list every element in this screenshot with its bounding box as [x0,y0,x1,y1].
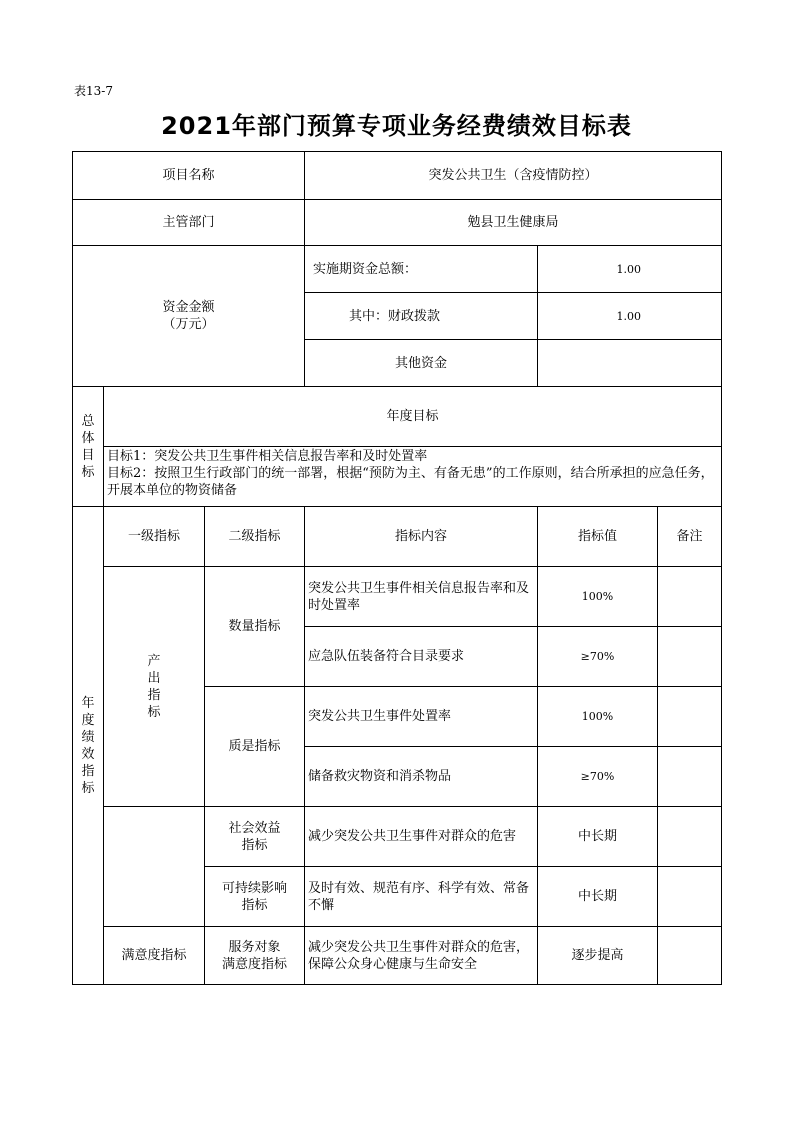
label-line: 指标 [241,897,268,913]
side-char: 指 [147,687,161,703]
side-char: 体 [81,430,95,446]
indicator-side-label [73,507,104,985]
indicator-note [658,567,722,627]
side-char: 出 [147,670,161,686]
label-line: 指标 [241,837,268,853]
indicator-note [658,867,722,927]
indicator-note [658,927,722,985]
side-char: 标 [81,464,95,480]
project-row [73,152,722,200]
funding-total-value: 1.00 [538,246,722,293]
funding-total-row [73,246,722,293]
side-char: 度 [81,712,95,728]
social-benefit-label [205,807,305,867]
indicator-row [73,927,722,985]
satisfaction-indicator-label: 满意度指标 [104,927,205,985]
sustainability-label [205,867,305,927]
funding-fiscal-label: 其中：财政拨款 [305,293,538,340]
overall-goal-text-row [73,447,722,507]
funding-label [73,246,305,387]
quality-indicator-label: 质是指标 [205,687,305,807]
performance-target-table [72,151,722,985]
label-line: 满意度指标 [221,956,287,972]
header-note: 备注 [658,507,722,567]
side-char: 标 [81,780,95,796]
header-level1: 一级指标 [104,507,205,567]
goal-1: 目标1：突发公共卫生事件相关信息报告率和及时处置率 [107,449,428,464]
side-char: 年 [81,695,95,711]
indicator-note [658,747,722,807]
indicator-value: 中长期 [538,807,658,867]
indicator-note [658,687,722,747]
indicator-note [658,807,722,867]
side-char: 效 [81,746,95,762]
service-satisfaction-label [205,927,305,985]
indicator-content: 及时有效、规范有序、科学有效、常备不懈 [305,867,538,927]
side-char: 标 [147,704,161,720]
overall-goal-header-row [73,387,722,447]
label-line: 社会效益 [228,820,281,836]
indicator-value: 逐步提高 [538,927,658,985]
indicator-value: ≥70% [538,627,658,687]
funding-label-line1: 资金金额 [162,300,215,315]
header-content: 指标内容 [305,507,538,567]
funding-other-value [538,340,722,387]
output-indicator-label [104,567,205,807]
quantity-indicator-label: 数量指标 [205,567,305,687]
indicator-content: 减少突发公共卫生事件对群众的危害，保障公众身心健康与生命安全 [305,927,538,985]
indicator-note [658,627,722,687]
indicator-row [73,807,722,867]
funding-label-line2: （万元） [162,317,215,332]
side-char: 指 [81,763,95,779]
department-row [73,200,722,246]
annual-goal-text [104,447,722,507]
funding-fiscal-value: 1.00 [538,293,722,340]
indicator-value: ≥70% [538,747,658,807]
goal-2: 目标2：按照卫生行政部门的统一部署，根据“预防为主、有备无患”的工作原则，结合所承担的应急任务，开展本单位的物资储备 [107,466,714,498]
funding-other-label: 其他资金 [305,340,538,387]
indicator-content: 突发公共卫生事件相关信息报告率和及时处置率 [305,567,538,627]
department-value: 勉县卫生健康局 [305,200,722,246]
header-level2: 二级指标 [205,507,305,567]
side-char: 目 [81,447,95,463]
page-title: 2021年部门预算专项业务经费绩效目标表 [161,112,632,140]
effect-indicator-label [104,807,205,927]
header-value: 指标值 [538,507,658,567]
indicator-content: 减少突发公共卫生事件对群众的危害 [305,807,538,867]
indicator-header-row [73,507,722,567]
indicator-content: 突发公共卫生事件处置率 [305,687,538,747]
label-line: 可持续影响 [221,880,287,896]
project-name-value: 突发公共卫生（含疫情防控） [305,152,722,200]
funding-total-label: 实施期资金总额： [305,246,538,293]
project-name-label: 项目名称 [73,152,305,200]
side-char: 绩 [81,729,95,745]
indicator-value: 100% [538,687,658,747]
document-id: 表13-7 [74,84,113,98]
indicator-value: 中长期 [538,867,658,927]
annual-goal-header: 年度目标 [104,387,722,447]
side-char: 产 [147,653,161,669]
department-label: 主管部门 [73,200,305,246]
side-char: 总 [81,413,95,429]
indicator-value: 100% [538,567,658,627]
indicator-content: 应急队伍装备符合目录要求 [305,627,538,687]
indicator-row [73,567,722,627]
indicator-content: 储备救灾物资和消杀物品 [305,747,538,807]
overall-goal-side-label [73,387,104,507]
label-line: 服务对象 [228,939,281,955]
